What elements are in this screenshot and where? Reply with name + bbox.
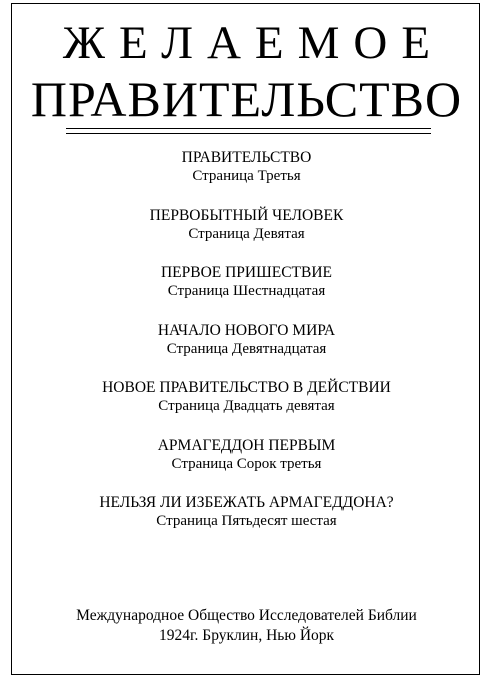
toc-entry-title: НЕЛЬЗЯ ЛИ ИЗБЕЖАТЬ АРМАГЕДДОНА?: [99, 494, 394, 511]
toc-entry: [0, 493, 493, 551]
toc-entry: [0, 436, 493, 494]
toc-entry-page: Страница Третья: [192, 168, 301, 184]
toc-entry: [0, 378, 493, 436]
toc-entry-page: Страница Сорок третья: [171, 455, 322, 472]
toc-entry-page: Страница Пятьдесят шестая: [156, 513, 337, 529]
toc-entry-title: НАЧАЛО НОВОГО МИРА: [157, 321, 336, 339]
toc-entry: [0, 263, 493, 321]
title-rule-upper: [66, 128, 431, 129]
toc-entry-page: Страница Шестнадцатая: [167, 283, 326, 299]
publisher-place-year: 1924г. Бруклин, Нью Йорк: [158, 627, 335, 644]
toc-entry-page: Страница Девятнадцатая: [166, 340, 327, 357]
title-line-2: ПРАВИТЕЛЬСТВО: [30, 71, 463, 127]
title-line-1: ЖЕЛАЕМОЕ: [62, 17, 445, 69]
toc-entry-page: Страница Девятая: [188, 225, 305, 242]
toc-entry: [0, 321, 493, 379]
toc-entry-title: НОВОЕ ПРАВИТЕЛЬСТВО В ДЕЙСТВИИ: [102, 379, 391, 396]
toc-entry-title: АРМАГЕДДОН ПЕРВЫМ: [157, 436, 336, 454]
toc-entry-page: Страница Двадцать девятая: [158, 398, 335, 414]
title-rule-lower: [66, 133, 431, 134]
toc-entry-title: ПЕРВОЕ ПРИШЕСТВИЕ: [160, 264, 333, 281]
toc-entry-title: ПРАВИТЕЛЬСТВО: [181, 149, 312, 166]
toc-entry-title: ПЕРВОБЫТНЫЙ ЧЕЛОВЕК: [149, 206, 344, 224]
toc-entry: [0, 148, 493, 206]
table-of-contents: [0, 148, 493, 551]
publisher-name: Международное Общество Исследователей Библии: [76, 607, 417, 624]
publisher-info: [0, 606, 493, 646]
toc-entry: [0, 206, 493, 264]
